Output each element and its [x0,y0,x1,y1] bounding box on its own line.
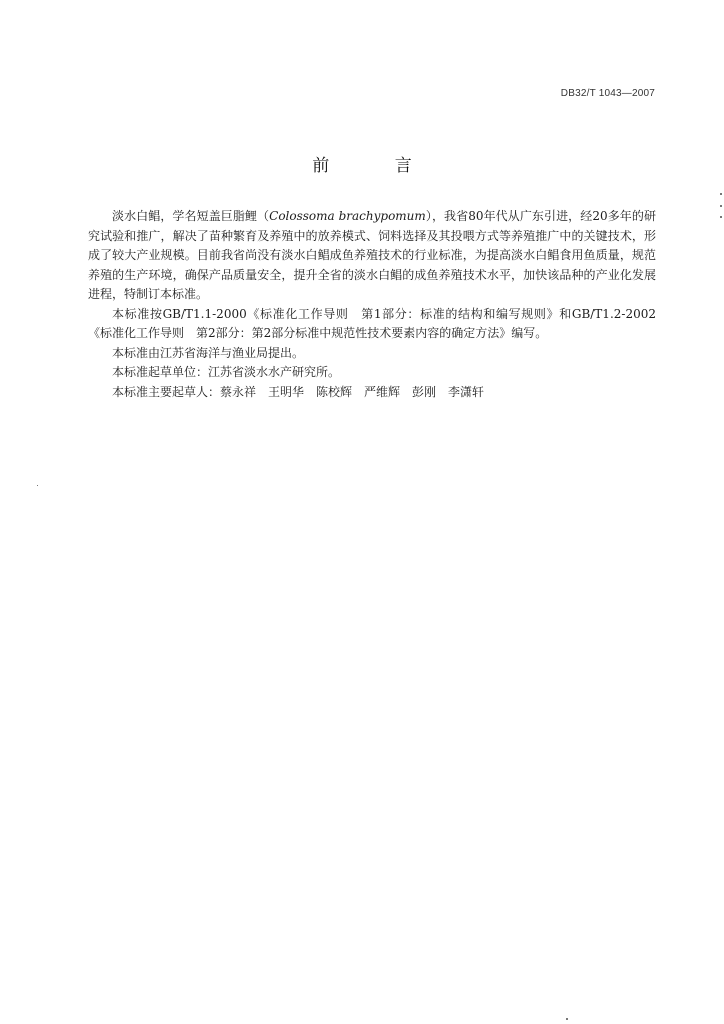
paragraph-intro [88,207,656,305]
scan-speck [37,485,38,486]
paragraph-drafting-rules: 本标准按GB/T1.1-2000《标准化工作导则 第1部分：标准的结构和编写规则》和GB/T1.2-2002《标准化工作导则 第2部分：第2部分标准中规范性技术要素内容的确定方法》编写。 [88,306,656,340]
foreword-body [88,207,656,402]
scan-speck [720,205,722,207]
latin-species-name: Colossoma brachypomum [269,209,426,223]
scan-speck [566,1018,568,1020]
page-title: 前 言 [312,156,442,176]
scan-speck [720,193,722,195]
paragraph-drafting-unit: 本标准起草单位：江苏省淡水水产研究所。 [112,365,341,379]
paragraph-proposer: 本标准由江苏省海洋与渔业局提出。 [112,345,305,360]
paragraph-drafters: 本标准主要起草人：蔡永祥 王明华 陈校辉 严维辉 彭刚 李潇轩 [112,384,485,399]
scan-speck [720,216,722,218]
paragraph-intro-before: 淡水白鲳，学名短盖巨脂鲤（ [112,209,270,223]
document-code: DB32/T 1043—2007 [560,88,655,99]
paragraph-intro-after: ），我省80年代从广东引进，经20多年的研究试验和推广，解决了苗种繁育及养殖中的放养模式、饲料选择及其投喂方式等养殖推广中的关键技术，形成了较大产业规模。目前我省尚没有淡水白鲳成鱼养殖技术的行业标准，为提高淡水白鲳食用鱼质量，规范养殖的生产环境，确保产品质量安全，提升全省的淡水白鲳的成鱼养殖技术水平，加快该品种的产业化发展进程，特制订本标准。 [88,209,656,301]
